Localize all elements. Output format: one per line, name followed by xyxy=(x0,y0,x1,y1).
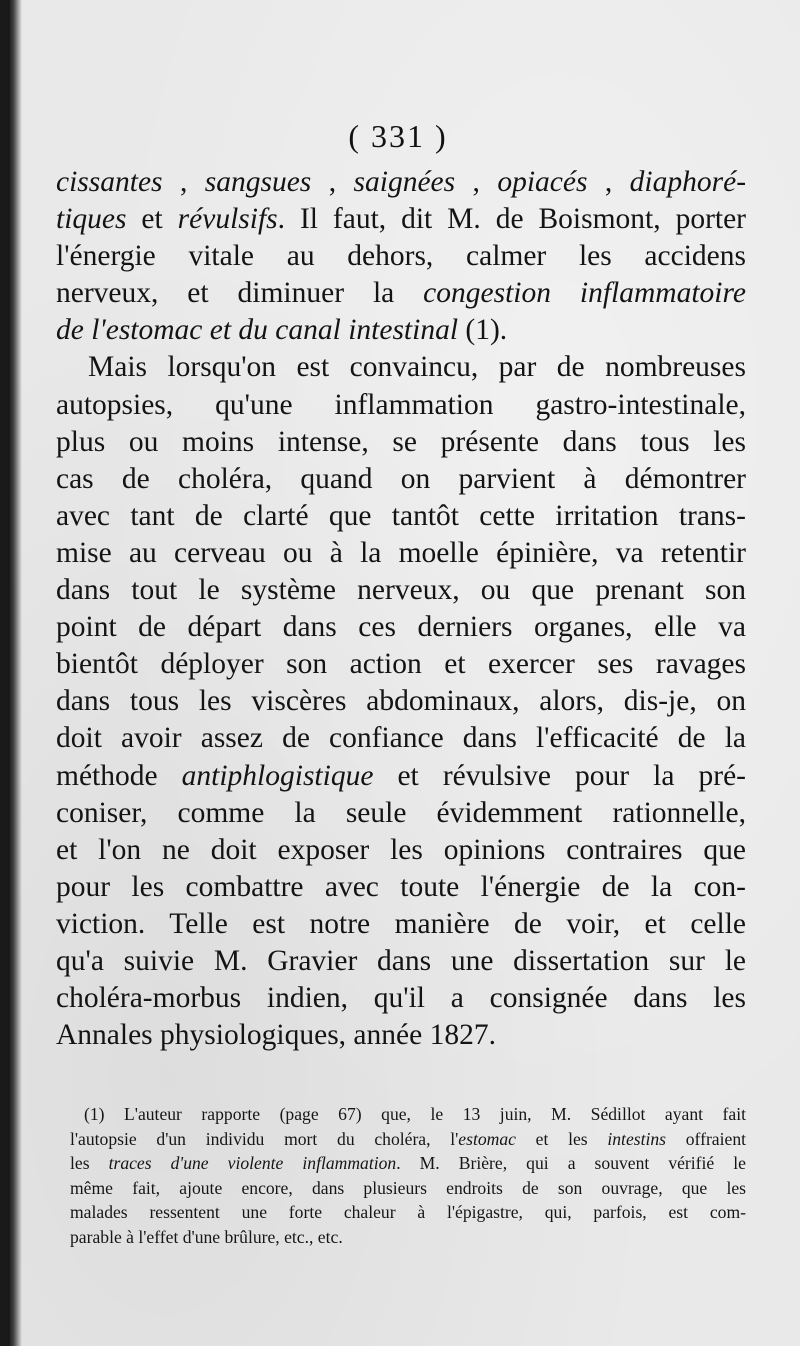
text-line xyxy=(56,720,746,757)
book-page xyxy=(8,0,800,1346)
italic-text: cissantes xyxy=(56,166,163,198)
text-line xyxy=(56,609,746,646)
text-segment: méthode xyxy=(56,759,182,792)
text-segment: , xyxy=(311,166,354,198)
italic-text: congestion inflammatoire xyxy=(423,277,746,310)
footnote-line xyxy=(70,1151,746,1176)
text-segment: parable à l'effet d'une brûlure, etc., etc. xyxy=(70,1226,343,1247)
text-segment: autopsies, qu'une inflammation gastro-intestinale, xyxy=(56,388,746,421)
text-line xyxy=(56,275,746,312)
text-line xyxy=(56,980,746,1017)
text-line xyxy=(56,349,746,386)
footnote-line xyxy=(70,1102,746,1127)
italic-text: de l'estomac et du canal intestinal xyxy=(56,314,459,347)
italic-text: antiphlogistique xyxy=(181,759,374,792)
text-line xyxy=(56,164,746,201)
text-segment: les xyxy=(70,1153,109,1174)
footnote-line xyxy=(70,1200,746,1225)
text-line xyxy=(56,201,746,238)
text-line xyxy=(56,869,746,906)
text-segment: qu'a suivie M. Gravier dans une dissertation sur le xyxy=(56,944,746,977)
italic-text: saignées xyxy=(353,166,456,198)
text-line xyxy=(56,498,746,535)
text-segment: et les xyxy=(515,1128,608,1149)
page-edge-shadow xyxy=(8,0,22,1346)
text-line xyxy=(56,943,746,980)
text-segment: malades ressentent une forte chaleur à l'épigastre, qui, parfois, est com- xyxy=(70,1202,746,1223)
text-segment: (1) L'auteur rapporte (page 67) que, le 13 juin, M. Sédillot ayant fait xyxy=(84,1104,746,1124)
italic-text: diaphoré- xyxy=(629,166,747,198)
text-segment: et révulsive pour la pré- xyxy=(373,759,746,792)
text-segment: dans tous les viscères abdominaux, alors, dis-je, on xyxy=(56,685,746,718)
text-segment: viction. Telle est notre manière de voir, et celle xyxy=(56,907,746,940)
text-line xyxy=(56,572,746,609)
text-segment: coniser, comme la seule évidemment rationnelle, xyxy=(56,796,746,829)
text-segment: et xyxy=(126,203,178,236)
text-segment: l'énergie vitale au dehors, calmer les accidens xyxy=(56,240,746,273)
text-line xyxy=(56,832,746,869)
text-segment: dans tout le système nerveux, ou que prenant son xyxy=(56,574,746,607)
text-segment: point de départ dans ces derniers organes, elle va xyxy=(56,611,746,644)
text-line xyxy=(56,461,746,498)
text-segment: (1). xyxy=(458,314,508,347)
text-line xyxy=(56,387,746,424)
text-line xyxy=(56,906,746,943)
text-segment: nerveux, et diminuer la xyxy=(56,277,424,310)
italic-text: traces d'une violente inflammation xyxy=(108,1153,397,1174)
text-segment: pour les combattre avec toute l'énergie de la con- xyxy=(56,870,746,903)
text-segment: l'autopsie d'un individu mort du choléra, l' xyxy=(70,1128,459,1149)
text-line xyxy=(56,646,746,683)
text-segment: avec tant de clarté que tantôt cette irritation trans- xyxy=(56,499,746,532)
text-segment: offraient xyxy=(666,1128,747,1149)
footnote-line xyxy=(70,1176,746,1201)
text-segment: , xyxy=(162,166,205,198)
text-line xyxy=(56,683,746,720)
text-segment: plus ou moins intense, se présente dans tous les xyxy=(56,425,746,458)
text-line xyxy=(56,758,746,795)
italic-text: opiacés xyxy=(497,166,588,198)
text-segment: Mais lorsqu'on est convaincu, par de nombreuses xyxy=(88,351,746,384)
text-segment: , xyxy=(587,166,630,198)
text-segment: . M. Brière, qui a souvent vérifié le xyxy=(396,1153,746,1174)
text-segment: et l'on ne doit exposer les opinions contraires que xyxy=(56,833,746,866)
footnote xyxy=(70,1102,746,1250)
italic-text: intestins xyxy=(607,1128,667,1149)
text-segment: mise au cerveau ou à la moelle épinière, va retentir xyxy=(56,536,746,569)
text-line xyxy=(56,312,746,349)
text-segment: doit avoir assez de confiance dans l'efficacité de la xyxy=(56,722,746,755)
text-line xyxy=(56,795,746,832)
text-segment: cas de choléra, quand on parvient à démontrer xyxy=(56,462,746,495)
footnote-line xyxy=(70,1127,746,1152)
text-segment: choléra-morbus indien, qu'il a consignée dans les xyxy=(56,982,746,1015)
text-line xyxy=(56,535,746,572)
body-text xyxy=(56,164,746,1054)
text-line xyxy=(56,238,746,275)
italic-text: estomac xyxy=(458,1128,516,1149)
text-segment: . Il faut, dit M. de Boismont, porter xyxy=(277,203,747,236)
italic-text: révulsifs xyxy=(177,203,278,236)
italic-text: sangsues xyxy=(204,166,312,198)
page-number: ( 331 ) xyxy=(348,118,448,154)
text-line xyxy=(56,424,746,461)
text-segment: Annales physiologiques, année 1827. xyxy=(56,1019,496,1052)
text-segment: bientôt déployer son action et exercer ses ravages xyxy=(56,648,746,681)
text-segment: , xyxy=(455,166,498,198)
text-line xyxy=(56,1017,746,1054)
text-segment: même fait, ajoute encore, dans plusieurs endroits de son ouvrage, que les xyxy=(70,1177,746,1198)
italic-text: tiques xyxy=(56,203,127,236)
footnote-line xyxy=(70,1225,746,1250)
